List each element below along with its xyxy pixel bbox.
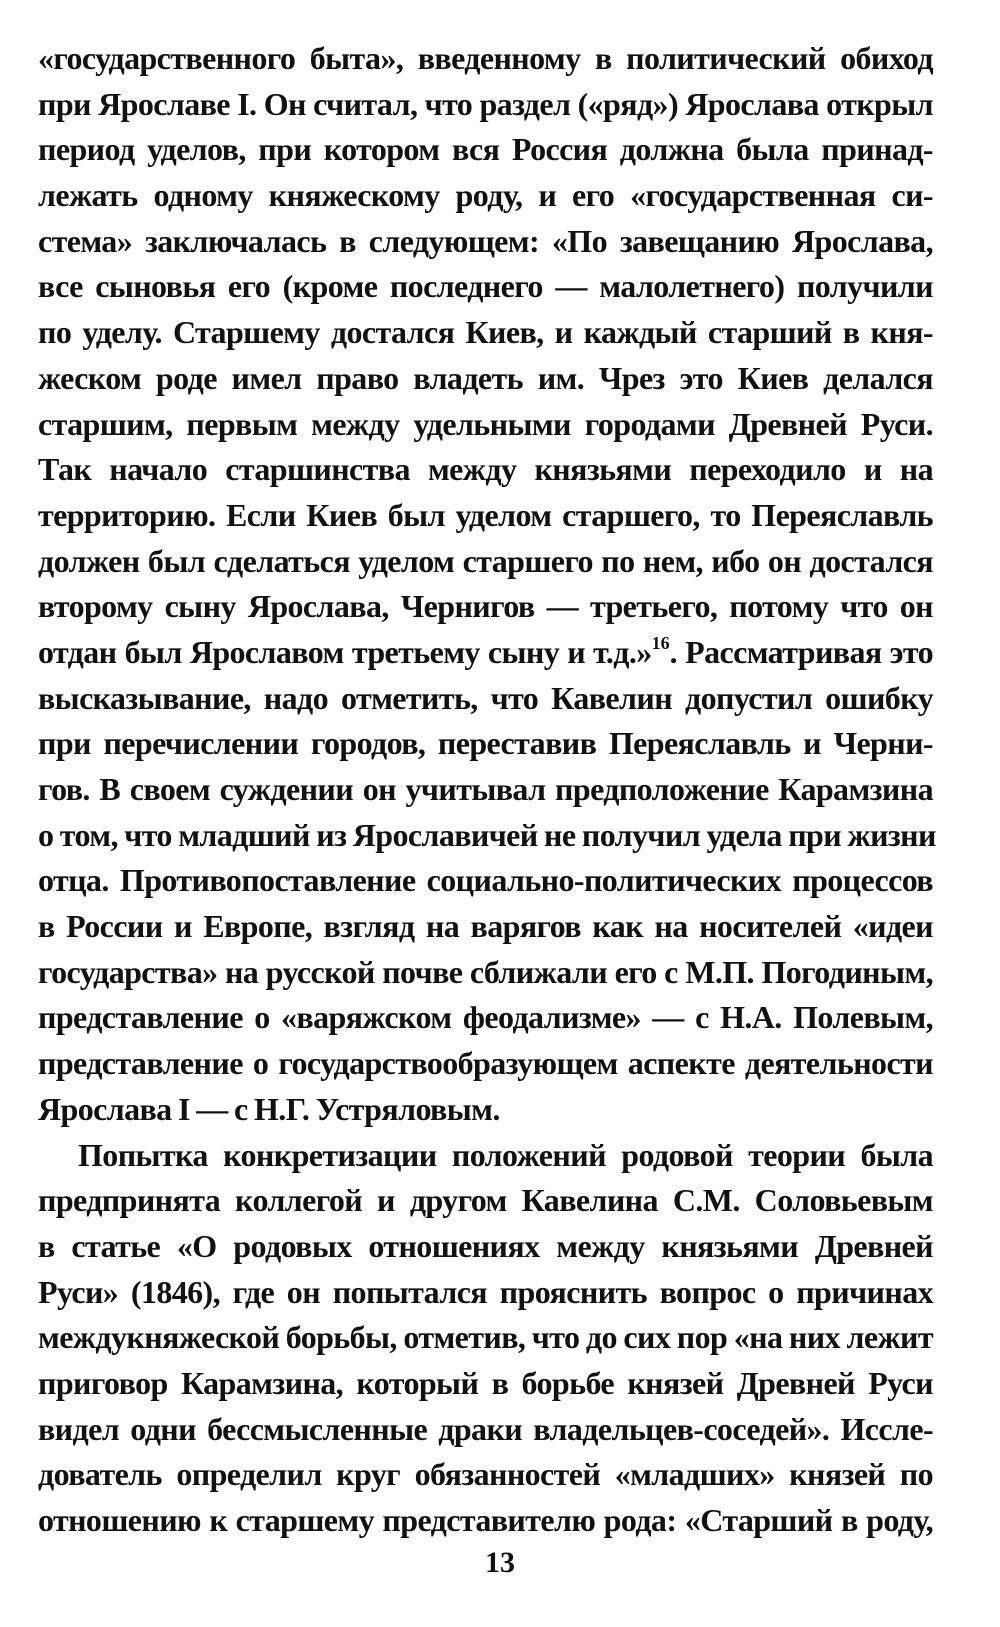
- text-line: высказывание, надо отметить, что Кавелин допустил ошибку: [38, 679, 933, 716]
- paragraph-start-line: Попытка конкретизации положений родовой теории была: [78, 1136, 933, 1173]
- text-line: предпринята коллегой и другом Кавелина С.М. Соловьевым: [38, 1182, 933, 1219]
- text-line: государства» на русской почве сближали его с М.П. Погодиным,: [38, 953, 933, 990]
- text-line: представление о государствообразующем аспекте деятельности: [38, 1045, 933, 1082]
- text-line: отношению к старшему представителю рода: «Старший в роду,: [38, 1502, 933, 1538]
- text-line: по уделу. Старшему достался Киев, и каждый старший в кня-: [38, 314, 933, 351]
- text-line: отца. Противопоставление социально-политических процессов: [38, 862, 933, 899]
- text-line-with-footnote: [38, 630, 933, 676]
- body-text: [38, 36, 936, 1544]
- text-segment: отдан был Ярославом третьему сыну и т.д.»: [38, 633, 652, 670]
- text-line: территорию. Если Киев был уделом старшего, то Переяславль: [38, 496, 933, 533]
- text-segment: . Рассматривая это: [669, 633, 933, 670]
- text-line: все сыновья его (кроме последнего — малолетнего) получили: [38, 268, 933, 305]
- text-line: в России и Европе, взгляд на варягов как на носителей «идеи: [38, 908, 933, 945]
- text-line: гов. В своем суждении он учитывал предположение Карамзина: [38, 771, 933, 807]
- text-line: при перечислении городов, переставив Переяславль и Черни-: [38, 725, 933, 762]
- text-line: «государственного быта», введенному в политический обиход: [38, 40, 933, 76]
- text-line: старшим, первым между удельными городами Древней Руси.: [38, 405, 933, 442]
- text-line: дователь определил круг обязанностей «младших» князей по: [38, 1456, 933, 1493]
- text-line: лежать одному княжескому роду, и его «государственная си-: [38, 177, 933, 214]
- text-line: видел одни бессмысленные драки владельцев-соседей». Иссле-: [38, 1410, 933, 1447]
- text-line: должен был сделаться уделом старшего по нем, ибо он достался: [38, 542, 933, 579]
- text-line: представление о «варяжском феодализме» — с Н.А. Полевым,: [38, 999, 933, 1036]
- text-line: о том, что младший из Ярославичей не получил удела при жизни: [38, 816, 936, 853]
- paragraph-end-line: Ярослава I — с Н.Г. Устряловым.: [38, 1090, 500, 1127]
- text-line: второму сыну Ярослава, Чернигов — третьего, потому что он: [38, 588, 933, 625]
- text-line: жеском роде имел право владеть им. Чрез это Киев делался: [38, 359, 933, 396]
- text-line: Руси» (1846), где он попытался прояснить вопрос о причинах: [38, 1273, 933, 1310]
- footnote-marker[interactable]: 16: [651, 632, 670, 653]
- page-number: 13: [485, 1546, 515, 1579]
- text-line: приговор Карамзина, который в борьбе князей Древней Руси: [38, 1364, 933, 1401]
- text-line: стема» заключалась в следующем: «По завещанию Ярослава,: [38, 222, 933, 259]
- text-line: период уделов, при котором вся Россия должна была принад-: [38, 131, 933, 168]
- text-line: в статье «О родовых отношениях между князьями Древней: [38, 1227, 933, 1264]
- text-line: междукняжеской борьбы, отметив, что до сих пор «на них лежит: [38, 1319, 933, 1356]
- text-line: при Ярославе I. Он считал, что раздел («ряд») Ярослава открыл: [38, 85, 933, 122]
- text-line: Так начало старшинства между князьями переходило и на: [38, 451, 933, 488]
